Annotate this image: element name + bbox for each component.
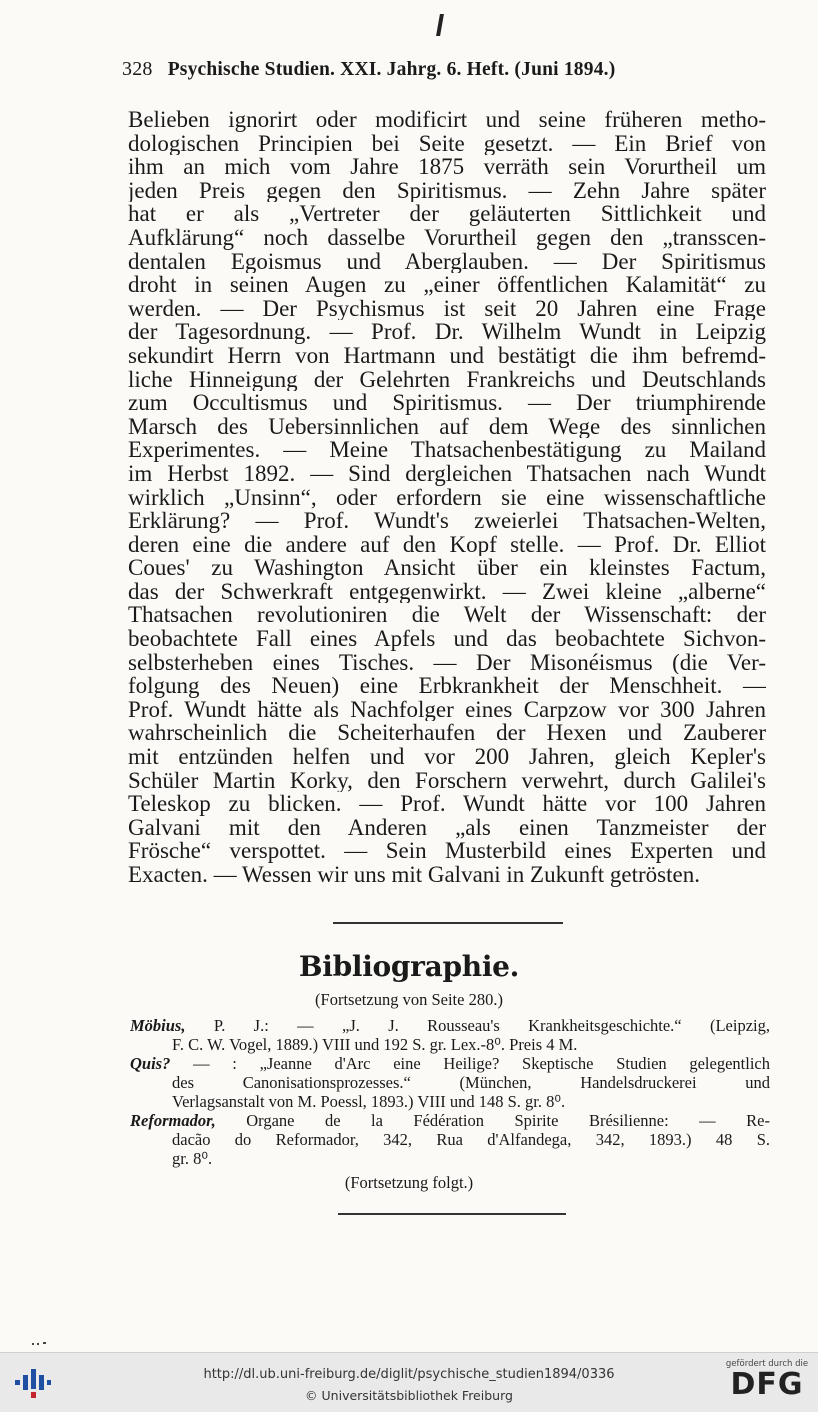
running-title: Psychische Studien. XXI. Jahrg. 6. Heft. (Juni 1894.)	[167, 59, 616, 80]
text-line: beobachtete Fall eines Apfels und das beobachtete Sichvon-	[128, 627, 766, 651]
text-line: Teleskop zu blicken. — Prof. Wundt hätte vor 100 Jahren	[128, 792, 766, 816]
text-line: Prof. Wundt hätte als Nachfolger eines Carpzow vor 300 Jahren	[128, 697, 766, 722]
entry-text: P. J.: — „J. J. Rousseau's Krankheitsgeschichte.“ (Leipzig,	[185, 1016, 770, 1035]
text-line: Galvani mit den Anderen „als einen Tanzmeister der	[128, 815, 766, 840]
bibliography-heading: Bibliographie.	[298, 950, 520, 983]
continuation-note: (Fortsetzung folgt.)	[344, 1173, 474, 1192]
dfg-wordmark: DFG	[730, 1367, 804, 1402]
section-divider	[333, 922, 563, 924]
entry-text: F. C. W. Vogel, 1889.) VIII und 192 S. gr. Lex.-8⁰. Preis 4 M.	[172, 1035, 578, 1054]
scan-speck-marks	[32, 1342, 52, 1346]
text-line: das der Schwerkraft entgegenwirkt. — Zwei kleine „alberne“	[128, 579, 766, 604]
text-line: sekundirt Herrn von Hartmann und bestätigt die ihm befremd-	[128, 343, 766, 368]
copyright-text: © Universitätsbibliothek Freiburg	[305, 1388, 513, 1403]
viewer-footer-bar	[0, 1352, 818, 1412]
text-line: Frösche“ verspottet. — Sein Musterbild eines Experten und	[128, 839, 766, 863]
text-line: Erklärung? — Prof. Wundt's zweierlei Thatsachen-Welten,	[128, 509, 766, 533]
entry-text: — : „Jeanne d'Arc eine Heilige? Skeptische Studien gelegentlich	[170, 1054, 770, 1073]
bibliography-entry-line	[130, 1130, 770, 1149]
body-text	[128, 108, 766, 887]
dfg-caption: gefördert durch die	[725, 1359, 809, 1369]
entry-text: Organe de la Fédération Spirite Brésilienne: — Re-	[215, 1111, 770, 1130]
text-line: droht in seinen Augen zu „einer öffentlichen Kalamität“ zu	[128, 273, 766, 297]
text-line: selbsterheben eines Tisches. — Der Misonéismus (die Ver-	[128, 650, 766, 675]
text-line: wahrscheinlich die Scheiterhaufen der Hexen und Zauberer	[128, 721, 766, 746]
text-line: Aufklärung“ noch dasselbe Vorurtheil gegen den „transscen-	[128, 225, 766, 250]
entry-author: Reformador,	[130, 1111, 216, 1130]
text-line: deren eine die andere auf den Kopf stelle. — Prof. Dr. Elliot	[128, 532, 766, 557]
text-line: der Tagesordnung. — Prof. Dr. Wilhelm Wundt in Leipzig	[128, 320, 766, 344]
running-header	[122, 58, 702, 81]
bibliography-entry-line	[130, 1073, 770, 1092]
entry-author: Möbius,	[130, 1016, 186, 1035]
bibliography-entry	[130, 1016, 770, 1035]
text-line: zum Occultismus und Spiritismus. — Der triumphirende	[128, 391, 766, 415]
bibliography-entry-line	[130, 1035, 770, 1054]
text-line: Schüler Martin Korky, den Forschern verwehrt, durch Galilei's	[128, 768, 766, 793]
bibliography-entries	[130, 1016, 770, 1168]
text-line: dentalen Egoismus und Aberglauben. — Der Spiritismus	[128, 249, 766, 274]
entry-text: gr. 8⁰.	[172, 1149, 213, 1168]
text-line: liche Hinneigung der Gelehrten Frankreichs und Deutschlands	[128, 367, 766, 392]
text-line: hat er als „Vertreter der geläuterten Sittlichkeit und	[128, 202, 766, 226]
bibliography-entry	[130, 1111, 770, 1130]
bibliography-entry-line	[130, 1092, 770, 1111]
text-line: Experimentes. — Meine Thatsachenbestätigung zu Mailand	[128, 438, 766, 462]
text-line: Coues' zu Washington Ansicht über ein kleinstes Factum,	[128, 556, 766, 580]
text-line: Thatsachen revolutioniren die Welt der Wissenschaft: der	[128, 603, 766, 628]
text-line: folgung des Neuen) eine Erbkrankheit der Menschheit. —	[128, 674, 766, 698]
entry-text: des Canonisationsprozesses.“ (München, Handelsdruckerei und	[172, 1073, 770, 1092]
page-url-link[interactable]: http://dl.ub.uni-freiburg.de/diglit/psychische_studien1894/0336	[203, 1367, 615, 1382]
text-line: ihm an mich vom Jahre 1875 verräth sein Vorurtheil um	[128, 155, 766, 179]
text-line: mit entzünden helfen und vor 200 Jahren, gleich Kepler's	[128, 745, 766, 769]
text-line: werden. — Der Psychismus ist seit 20 Jahren eine Frage	[128, 296, 766, 321]
text-line: Exacten. — Wessen wir uns mit Galvani in Zukunft getrösten.	[128, 863, 700, 887]
text-line: dologischen Principien bei Seite gesetzt. — Ein Brief von	[128, 131, 766, 156]
text-line: wirklich „Unsinn“, oder erfordern sie eine wissenschaftliche	[128, 485, 766, 510]
end-divider	[338, 1213, 566, 1215]
scan-artifact-mark	[436, 14, 444, 36]
entry-author: Quis?	[130, 1054, 171, 1073]
entry-text: dacão do Reformador, 342, Rua d'Alfandega, 342, 1893.) 48 S.	[172, 1130, 770, 1149]
text-line: Belieben ignorirt oder modificirt und seine früheren metho-	[128, 108, 766, 132]
dfg-logo[interactable]	[722, 1359, 812, 1407]
bibliography-entry-line	[130, 1149, 770, 1168]
text-line: jeden Preis gegen den Spiritismus. — Zehn Jahre später	[128, 178, 766, 203]
bibliography-entry	[130, 1054, 770, 1073]
entry-text: Verlagsanstalt von M. Poessl, 1893.) VIII und 148 S. gr. 8⁰.	[172, 1092, 566, 1111]
bibliography-subtitle: (Fortsetzung von Seite 280.)	[315, 990, 503, 1009]
text-line: Marsch des Uebersinnlichen auf dem Wege des sinnlichen	[128, 414, 766, 439]
text-line: im Herbst 1892. — Sind dergleichen Thatsachen nach Wundt	[128, 461, 766, 486]
page-number: 328	[122, 58, 153, 80]
